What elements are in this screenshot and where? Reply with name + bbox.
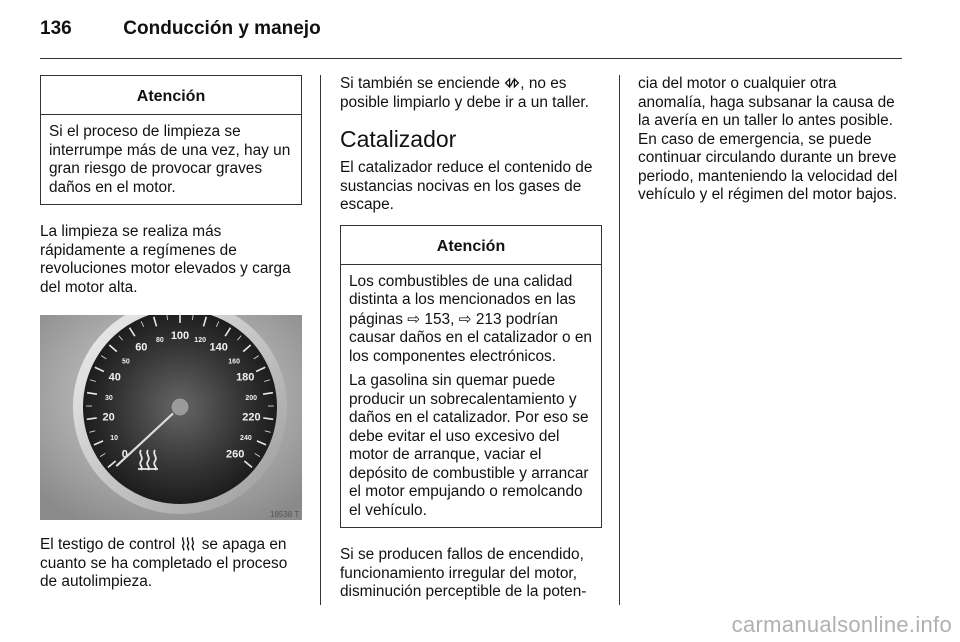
attention-title: Atención xyxy=(341,226,601,265)
attention-text: Si el proceso de limpieza se interrumpe más de una vez, hay un gran riesgo de provocar graves daños en el motor. xyxy=(49,123,291,196)
column-1 xyxy=(40,75,302,592)
figure-id: 18538 T xyxy=(270,510,300,519)
attention-box-1 xyxy=(40,75,302,205)
watermark: carmanualsonline.info xyxy=(731,612,952,637)
gauge-tick-label: 100 xyxy=(170,330,190,342)
speedometer-illustration xyxy=(40,315,302,520)
gauge-tick-label: 0 xyxy=(121,448,128,461)
page-header xyxy=(40,18,321,40)
page-reference-arrow-icon: ⇨ xyxy=(458,309,472,328)
para1-part-b: , no es posible limpiarlo y debe ir a un taller. xyxy=(340,75,589,111)
gauge-tick-label: 140 xyxy=(209,341,228,354)
gauge-tick-label: 40 xyxy=(108,371,121,384)
engine-service-wrench-icon xyxy=(504,76,520,90)
att-p1-part-a: Los combustibles de una calidad distinta a los mencionados en las páginas xyxy=(349,272,576,328)
gauge-tick-label: 200 xyxy=(245,395,258,403)
section-heading-catalyst: Catalizador xyxy=(340,126,457,152)
gauge-tick-label: 240 xyxy=(240,434,252,442)
gauge-tick-label: 80 xyxy=(155,336,164,344)
paragraph-misfire: Si se producen fallos de encendido, funcionamiento irregular del motor, disminución perceptible de la poten- xyxy=(340,546,587,600)
paragraph-catalyst: El catalizador reduce el contenido de sustancias nocivas en los gases de escape. xyxy=(340,159,593,213)
att-p1-part-b: podrían causar daños en el catalizador o en los componentes electrónicos. xyxy=(349,310,592,365)
gauge-tick-label: 10 xyxy=(110,434,118,442)
attention-gasoline-paragraph: La gasolina sin quemar puede producir un sobrecalentamiento y daños en el catalizador. Por eso se debe evitar el uso excesivo del motor de arranque, vaciar el depósito de combustible y arrancar el motor empujando o remolcando el vehículo. xyxy=(349,372,589,519)
column-divider-1 xyxy=(320,75,321,605)
heated-filter-indicator-icon xyxy=(179,536,197,551)
gauge-tick-label: 60 xyxy=(135,341,148,354)
gauge-tick-label: 120 xyxy=(194,336,206,344)
paragraph-indicator-off xyxy=(40,536,302,592)
page-number: 136 xyxy=(40,18,72,39)
attention-fuel-paragraph xyxy=(349,273,593,367)
gauge-tick-label: 50 xyxy=(121,358,130,366)
para2-part-a: El testigo de control xyxy=(40,536,176,553)
para1-part-a: Si también se enciende xyxy=(340,75,500,92)
attention-title: Atención xyxy=(41,76,301,115)
speedometer-figure xyxy=(40,315,302,520)
page-ref-2[interactable]: 213 xyxy=(475,310,502,328)
paragraph-misfire-continued: cia del motor o cualquier otra anomalía, haga subsanar la causa de la avería en un taller lo antes posible. En caso de emergencia, se puede continuar circulando durante un breve periodo, manteniendo la velocidad del vehículo y el régimen del motor bajos. xyxy=(638,75,898,203)
gauge-tick-label: 180 xyxy=(236,371,255,384)
gauge-tick-label: 30 xyxy=(104,395,113,403)
para2-part-b: se apaga en cuanto se ha completado el proceso de autolimpieza. xyxy=(40,536,288,590)
heated-filter-indicator-icon xyxy=(138,450,158,470)
needle-hub xyxy=(171,398,189,416)
gauge-tick-label: 260 xyxy=(225,448,245,461)
paragraph-cleaning-speed: La limpieza se realiza más rápidamente a regímenes de revoluciones motor elevados y carga del motor alta. xyxy=(40,223,291,296)
column-divider-2 xyxy=(619,75,620,605)
gauge-tick-label: 160 xyxy=(228,358,240,366)
attention-box-2 xyxy=(340,225,602,529)
column-3 xyxy=(638,75,904,205)
column-2 xyxy=(340,75,602,602)
page-title: Conducción y manejo xyxy=(123,18,321,39)
page-reference-arrow-icon: ⇨ xyxy=(407,309,421,328)
page-ref-1[interactable]: 153, xyxy=(424,310,455,328)
paragraph-service-warning xyxy=(340,75,602,112)
gauge-tick-label: 220 xyxy=(242,411,261,424)
header-rule xyxy=(40,58,902,59)
gauge-tick-label: 20 xyxy=(102,411,115,424)
